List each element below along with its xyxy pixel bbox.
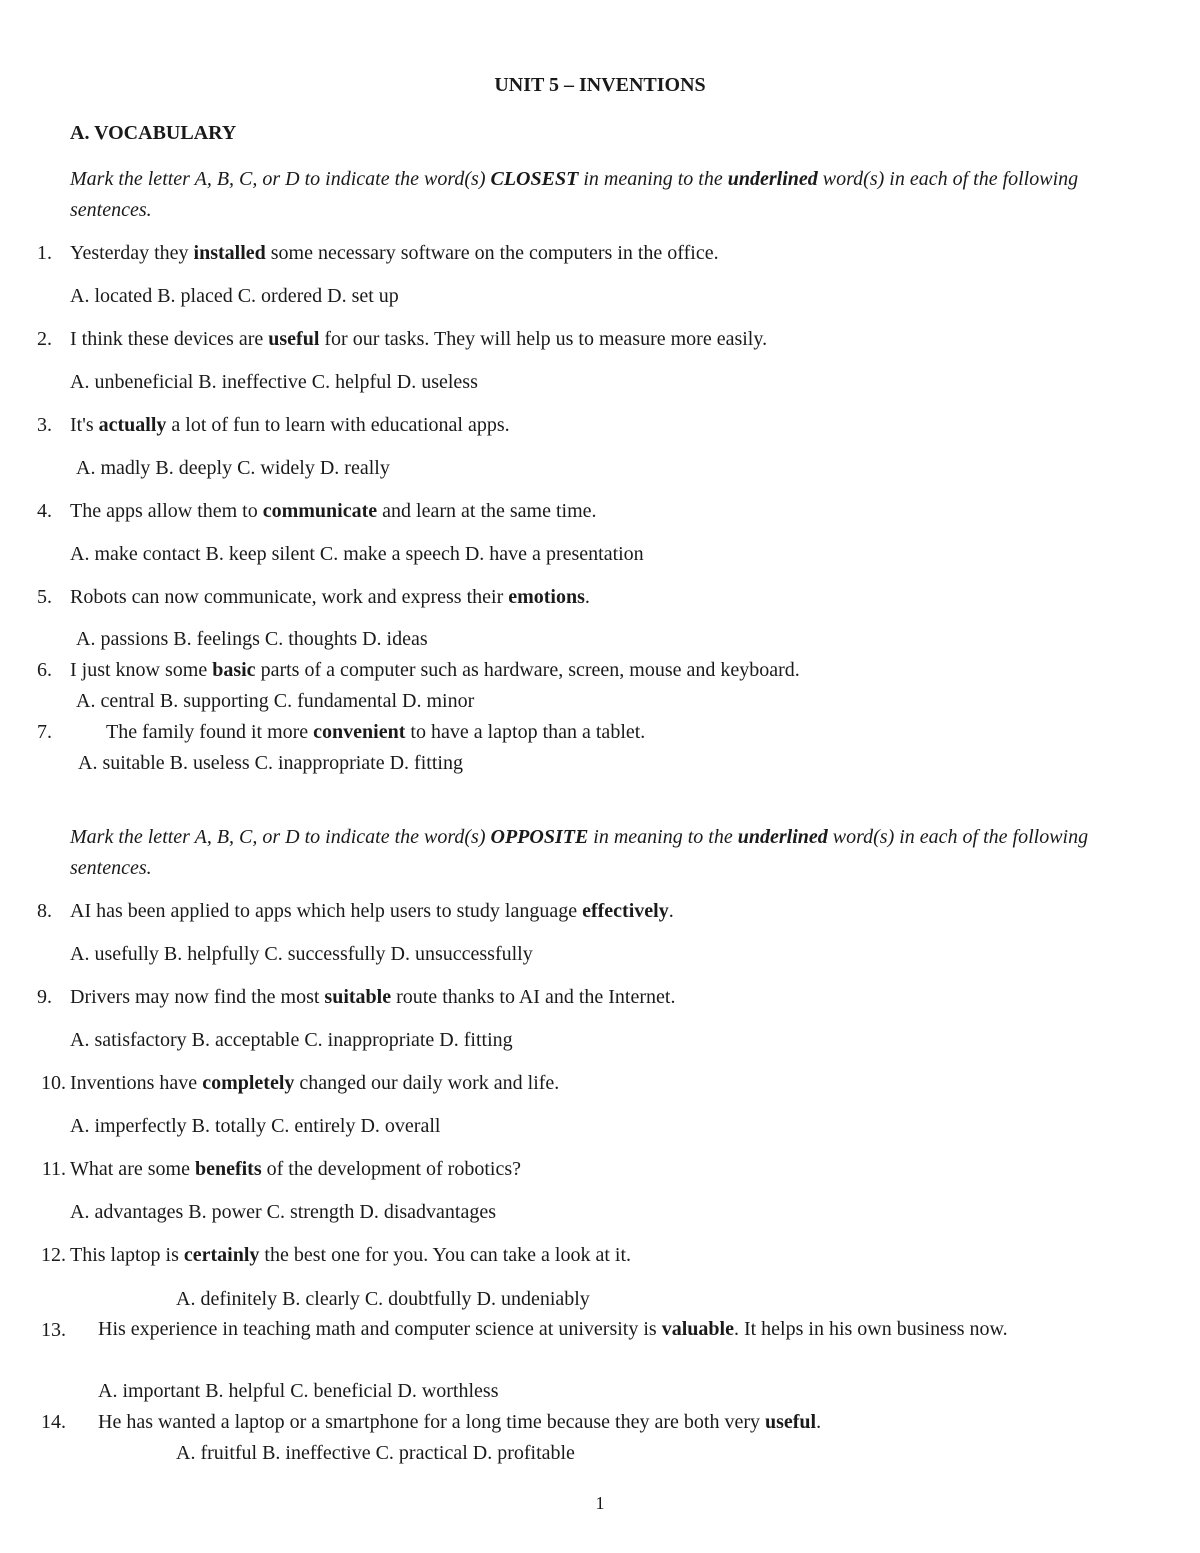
answer-options: A. located B. placed C. ordered D. set up — [70, 285, 399, 307]
answer-options: A. imperfectly B. totally C. entirely D. overall — [70, 1115, 441, 1137]
target-word: completely — [202, 1072, 295, 1094]
question-text: What are some benefits of the development of robotics? — [70, 1158, 521, 1180]
question-number: 13. — [41, 1319, 66, 1341]
target-word: useful — [764, 1411, 817, 1433]
question-text: Drivers may now find the most suitable route thanks to AI and the Internet. — [70, 986, 676, 1008]
answer-options: A. fruitful B. ineffective C. practical D. profitable — [176, 1442, 575, 1464]
instr-text: in meaning to the — [588, 826, 738, 848]
question-number: 7. — [37, 721, 52, 743]
target-word: communicate — [262, 500, 378, 522]
instr-text: Mark the letter A, B, C, or D to indicate the word(s) — [70, 168, 491, 190]
question-number: 6. — [37, 659, 52, 681]
target-word: basic — [212, 659, 256, 681]
instr-text: word(s) in each of the following sentences. — [70, 826, 1089, 879]
instructions-closest — [70, 164, 1145, 226]
section-heading: A. VOCABULARY — [70, 122, 237, 144]
answer-options: A. passions B. feelings C. thoughts D. ideas — [76, 628, 428, 650]
answer-options: A. central B. supporting C. fundamental D. minor — [76, 690, 475, 712]
instr-keyword: OPPOSITE — [490, 826, 589, 848]
question-number: 9. — [37, 986, 52, 1008]
question-text: His experience in teaching math and computer science at university is valuable. It helps in his own business now. — [98, 1318, 1008, 1340]
question-text: It's actually a lot of fun to learn with educational apps. — [70, 414, 510, 436]
question-number: 11. — [41, 1158, 66, 1180]
target-word: valuable — [661, 1318, 734, 1340]
question-number: 4. — [37, 500, 52, 522]
question-text: I think these devices are useful for our tasks. They will help us to measure more easily. — [70, 328, 768, 350]
answer-options: A. unbeneficial B. ineffective C. helpful D. useless — [70, 371, 478, 393]
question-text: The family found it more convenient to have a laptop than a tablet. — [106, 721, 646, 743]
question-number: 5. — [37, 586, 52, 608]
instr-keyword: CLOSEST — [490, 168, 579, 190]
question-number: 3. — [37, 414, 52, 436]
question-number: 10. — [41, 1072, 66, 1094]
answer-options: A. suitable B. useless C. inappropriate D. fitting — [78, 752, 463, 774]
answer-options: A. advantages B. power C. strength D. disadvantages — [70, 1201, 497, 1223]
answer-options: A. important B. helpful C. beneficial D. worthless — [98, 1380, 499, 1402]
instr-underlined: underlined — [727, 168, 818, 190]
question-number: 14. — [41, 1411, 66, 1433]
question-number: 2. — [37, 328, 52, 350]
question-text: This laptop is certainly the best one for you. You can take a look at it. — [70, 1244, 632, 1266]
question-text: AI has been applied to apps which help users to study language effectively. — [70, 900, 674, 922]
question-text: Robots can now communicate, work and express their emotions. — [70, 586, 590, 608]
instr-text: in meaning to the — [578, 168, 728, 190]
answer-options: A. madly B. deeply C. widely D. really — [76, 457, 390, 479]
question-text: I just know some basic parts of a computer such as hardware, screen, mouse and keyboard. — [70, 659, 800, 681]
answer-options: A. usefully B. helpfully C. successfully D. unsuccessfully — [70, 943, 533, 965]
answer-options: A. make contact B. keep silent C. make a speech D. have a presentation — [70, 543, 644, 565]
target-word: emotions — [508, 586, 585, 608]
instr-text: Mark the letter A, B, C, or D to indicate the word(s) — [70, 826, 491, 848]
question-number: 8. — [37, 900, 52, 922]
question-text: He has wanted a laptop or a smartphone for a long time because they are both very useful. — [98, 1411, 822, 1433]
page-number: 1 — [595, 1493, 605, 1513]
page-title: UNIT 5 – INVENTIONS — [494, 74, 706, 96]
target-word: benefits — [194, 1158, 262, 1180]
target-word: actually — [98, 414, 167, 436]
target-word: certainly — [183, 1244, 260, 1266]
target-word: suitable — [324, 986, 392, 1008]
question-text: Inventions have completely changed our daily work and life. — [70, 1072, 560, 1094]
question-number: 1. — [37, 242, 52, 264]
question-number: 12. — [41, 1244, 66, 1266]
answer-options: A. satisfactory B. acceptable C. inappropriate D. fitting — [70, 1029, 513, 1051]
question-text: The apps allow them to communicate and learn at the same time. — [70, 500, 597, 522]
question-text: Yesterday they installed some necessary software on the computers in the office. — [70, 242, 719, 264]
instr-underlined: underlined — [737, 826, 828, 848]
instr-text: word(s) in each of the following sentences. — [70, 168, 1079, 221]
target-word: effectively — [582, 900, 669, 922]
target-word: convenient — [313, 721, 406, 743]
target-word: installed — [193, 242, 266, 264]
target-word: useful — [268, 328, 320, 350]
instructions-opposite — [70, 822, 1145, 884]
answer-options: A. definitely B. clearly C. doubtfully D. undeniably — [176, 1288, 590, 1310]
